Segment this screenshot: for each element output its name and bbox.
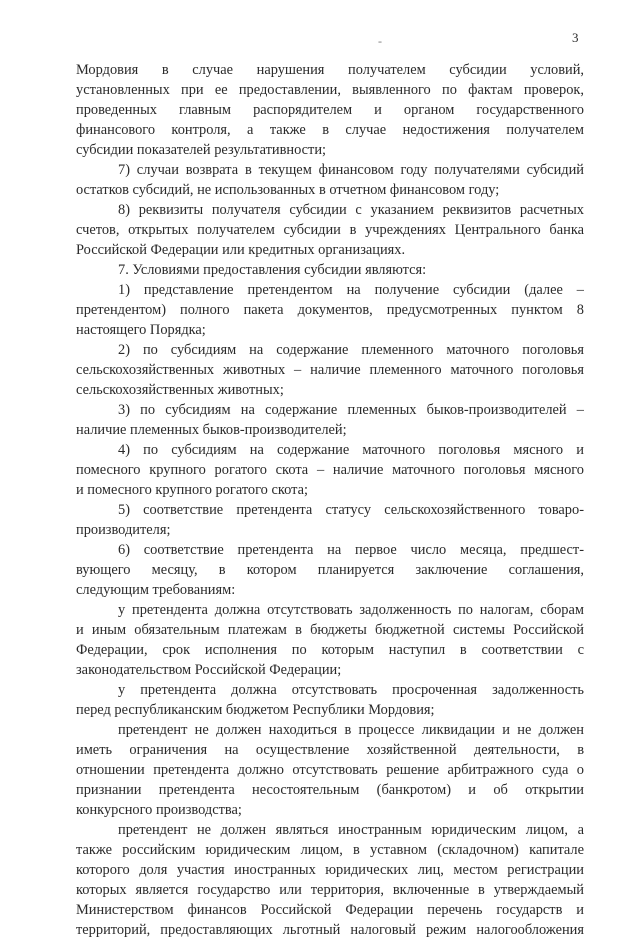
text-line: территорий, предоставляющих льготный налоговый режим налогообложения — [76, 922, 584, 938]
text-line: перед республиканским бюджетом Республики Мордовия; — [76, 702, 435, 718]
text-line: проведенных главным распорядителем и органом государственного — [76, 102, 584, 118]
text-line: Министерством финансов Российской Федерации перечень государств и — [76, 902, 584, 918]
text-line: Российской Федерации или кредитных организациях. — [76, 242, 406, 258]
text-line: которого доля участия иностранных юридических лиц, местом регистрации — [76, 862, 584, 878]
text-line: Мордовия в случае нарушения получателем субсидии условий, — [76, 62, 584, 78]
text-line: сельскохозяйственных животных – наличие племенного маточного поголовья — [76, 362, 584, 378]
text-line: 7) случаи возврата в текущем финансовом году получателями субсидий — [118, 162, 584, 178]
text-line: производителя; — [76, 522, 171, 538]
scan-mark: - — [378, 34, 382, 48]
text-line: 6) соответствие претендента на первое число месяца, предшест- — [118, 542, 584, 558]
text-line: Федерации, срок исполнения по которым наступил в соответствии с — [76, 642, 584, 658]
text-line: которых является государство или территория, включенные в утверждаемый — [76, 882, 584, 898]
text-line: субсидии показателей результативности; — [76, 142, 327, 158]
text-line: конкурсного производства; — [76, 802, 242, 818]
text-line: иметь ограничения на осуществление хозяйственной деятельности, в — [76, 742, 584, 758]
text-line: отношении претендента должно отсутствовать решение арбитражного суда о — [76, 762, 584, 778]
text-line: финансового контроля, а также в случае недостижения получателем — [76, 122, 584, 138]
text-line: претендент не должен являться иностранным юридическим лицом, а — [118, 822, 584, 838]
text-line: 3) по субсидиям на содержание племенных быков-производителей – — [118, 402, 584, 418]
text-line: претендент не должен находиться в процессе ликвидации и не должен — [118, 722, 584, 738]
text-line: настоящего Порядка; — [76, 322, 206, 338]
text-line: у претендента должна отсутствовать задолженность по налогам, сборам — [118, 602, 584, 618]
text-line: наличие племенных быков-производителей; — [76, 422, 347, 438]
page-number: 3 — [572, 30, 579, 45]
text-line: вующего месяцу, в котором планируется заключение соглашения, — [76, 562, 584, 578]
text-line: и помесного крупного рогатого скота; — [76, 482, 308, 498]
text-line: остатков субсидий, не использованных в отчетном финансовом году; — [76, 182, 500, 198]
text-line: помесного крупного рогатого скота – наличие маточного поголовья мясного — [76, 462, 584, 478]
text-line: 1) представление претендентом на получение субсидии (далее – — [118, 282, 584, 298]
text-line: 4) по субсидиям на содержание маточного поголовья мясного и — [118, 442, 584, 458]
text-line: сельскохозяйственных животных; — [76, 382, 284, 398]
text-line: 7. Условиями предоставления субсидии являются: — [118, 262, 427, 278]
text-line: 8) реквизиты получателя субсидии с указанием реквизитов расчетных — [118, 202, 584, 218]
text-line: претендентом) полного пакета документов, предусмотренных пунктом 8 — [76, 302, 584, 318]
text-line: установленных при ее предоставлении, выявленного по фактам проверок, — [76, 82, 584, 98]
text-line: 2) по субсидиям на содержание племенного маточного поголовья — [118, 342, 584, 358]
text-line: 5) соответствие претендента статусу сельскохозяйственного товаро- — [118, 502, 584, 518]
document-body — [76, 60, 584, 940]
text-line: законодательством Российской Федерации; — [76, 662, 342, 678]
text-line: также российским юридическим лицом, в уставном (складочном) капитале — [76, 842, 584, 858]
text-line: следующим требованиям: — [76, 582, 236, 598]
text-line: у претендента должна отсутствовать просроченная задолженность — [118, 682, 584, 698]
text-line: признании претендента несостоятельным (банкротом) и об открытии — [76, 782, 584, 798]
text-line: и иным обязательным платежам в бюджеты бюджетной системы Российской — [76, 622, 584, 638]
text-line: счетов, открытых получателем субсидии в учреждениях Центрального банка — [76, 222, 584, 238]
